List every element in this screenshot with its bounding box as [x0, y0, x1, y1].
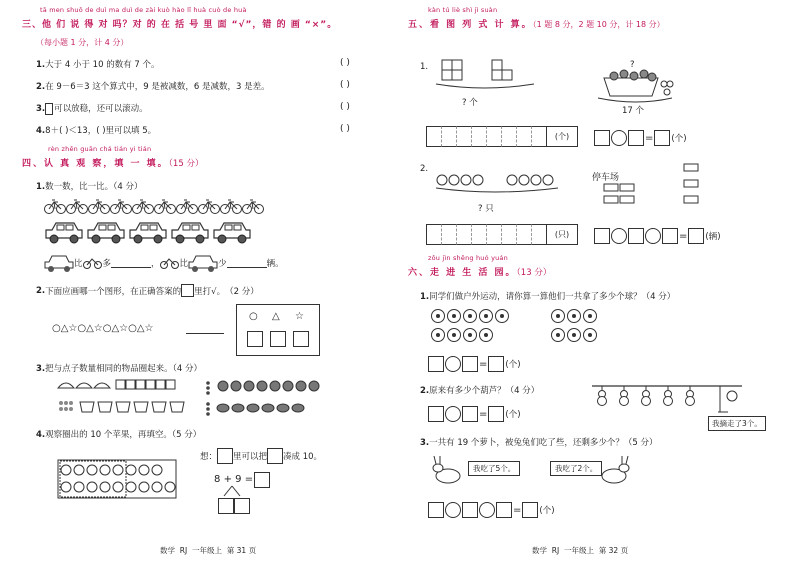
sec4-q1: 1.数一数，比一比。（4 分）	[36, 182, 143, 192]
eq-box[interactable]	[462, 356, 478, 372]
rabbit-right-icon	[594, 456, 634, 486]
eq-result[interactable]	[488, 406, 504, 422]
total-bracket	[596, 98, 676, 106]
eq-result[interactable]	[488, 356, 504, 372]
eq-result[interactable]	[522, 502, 538, 518]
rabbit-left-icon	[428, 456, 468, 486]
eq-operator[interactable]	[645, 228, 661, 244]
right-page	[406, 0, 800, 576]
sec3-item-2: 2.在 9－6＝3 这个算式中，9 是被减数，6 是减数，3 是差。	[36, 82, 270, 92]
sec6-q2: 2.原来有多少个葫芦？（4 分）	[420, 386, 540, 396]
sec5-pinyin: kàn tú liè shì jì suàn	[428, 6, 498, 14]
sec6-q2-equation: = (个)	[428, 406, 521, 422]
sec3-item-4: 4.8＋( )＜13，( )里可以填 5。	[36, 126, 157, 136]
sec3-item-3: 3. 可以放稳，还可以滚动。	[36, 104, 148, 114]
left-page	[0, 0, 394, 576]
answer-options-panel	[236, 304, 320, 356]
eq-operator[interactable]	[445, 502, 461, 518]
eq-box[interactable]	[462, 406, 478, 422]
sec5-q1-left-question: ? 个	[462, 98, 478, 108]
dot-matching-panel	[58, 378, 378, 423]
eq-operator[interactable]	[445, 406, 461, 422]
eq-operator[interactable]	[445, 356, 461, 372]
car-icon	[44, 254, 74, 272]
option-box-3[interactable]	[293, 331, 309, 347]
q2-right-equation: = (辆)	[594, 228, 721, 244]
sec4-q4: 4.观察圈出的 10 个苹果，再填空。（5 分）	[36, 430, 202, 440]
answer-blank[interactable]	[111, 258, 151, 268]
eq-box[interactable]	[628, 130, 644, 146]
speech-bubble-gourd: 我摘走了3个。	[708, 416, 766, 431]
bicycle-icon	[83, 256, 103, 270]
sequence-blank[interactable]	[186, 333, 224, 334]
sec6-q1: 1.同学们做户外运动，请你算一算他们一共拿了多少个球？（4 分）	[420, 292, 676, 302]
cube-stacks-figure	[434, 56, 544, 101]
balls-figure	[430, 308, 610, 348]
eq-operator[interactable]	[611, 228, 627, 244]
apples-panel	[58, 460, 188, 500]
q1-answer-grid[interactable]: (个)	[426, 126, 578, 147]
eq-operator[interactable]	[611, 130, 627, 146]
sec6-pinyin: zǒu jìn shēng huó yuán	[428, 254, 508, 262]
sec4-q4-think: 想： 里可以把 凑成 10。	[200, 448, 322, 464]
eq-box[interactable]	[428, 356, 444, 372]
sec3-answer-1[interactable]: ( )	[340, 58, 350, 68]
footer-right: 数学 RJ 一年级上 第 32 页	[532, 546, 629, 555]
sec5-q2-left-question: ? 只	[478, 204, 494, 214]
split-box-1[interactable]	[218, 498, 234, 514]
cylinder-icon	[45, 103, 53, 115]
parking-label: 停车场	[592, 173, 620, 183]
sec4-pinyin: rèn zhēn guān chá tián yi tián	[48, 145, 152, 153]
option-box-1[interactable]	[247, 331, 263, 347]
circle-option-icon: ○	[249, 311, 258, 322]
speech-bubble-rabbit-1: 我吃了5个。	[468, 461, 520, 476]
eq-box[interactable]	[628, 228, 644, 244]
chicks-figure	[434, 170, 564, 198]
checkbox-icon	[181, 284, 194, 297]
car-row	[44, 220, 284, 248]
eq-box[interactable]	[428, 406, 444, 422]
fruit-basket-figure	[596, 64, 676, 102]
sec3-title: 三、他 们 说 得 对 吗？对 的 在 括 号 里 面 “√”，错 的 画 “×”。	[22, 20, 338, 30]
footer-left: 数学 RJ 一年级上 第 31 页	[160, 546, 257, 555]
answer-blank[interactable]	[227, 258, 267, 268]
sec6-q3: 3.一共有 19 个萝卜，被兔兔们吃了些，还剩多少个？（5 分）	[420, 438, 658, 448]
sec5-header: 五、看 图 列 式 计 算。（1 题 8 分，2 题 10 分，计 18 分）	[408, 20, 665, 30]
split-box-2[interactable]	[234, 498, 250, 514]
sec4-q2: 2. 下面应画哪一个图形，在正确答案的 里打√。 （2 分）	[36, 285, 259, 297]
eq-box[interactable]	[462, 502, 478, 518]
eq-box[interactable]	[594, 130, 610, 146]
think-blank-2[interactable]	[267, 448, 283, 464]
sec6-q3-equation: = (个)	[428, 502, 555, 518]
sec4-q3: 3.把与点子数量相同的物品圈起来。（4 分）	[36, 364, 203, 374]
sec4-header: 四、认 真 观 察，填 一 填。（15 分）	[22, 159, 204, 169]
eq-box[interactable]	[496, 502, 512, 518]
sec3-answer-2[interactable]: ( )	[340, 80, 350, 90]
eq-result[interactable]	[688, 228, 704, 244]
sec5-q2-num: 2.	[420, 164, 429, 174]
eq-box[interactable]	[662, 228, 678, 244]
bicycle-row	[44, 197, 284, 215]
eq-box[interactable]	[428, 502, 444, 518]
parking-lot-figure	[592, 160, 712, 208]
option-box-2[interactable]	[270, 331, 286, 347]
bicycle-icon	[160, 256, 180, 270]
sec3-pinyin: tā men shuō de duì ma duì de zài kuò hào lǐ huà cuò de huà	[40, 6, 247, 14]
sec3-answer-3[interactable]: ( )	[340, 102, 350, 112]
sec3-answer-4[interactable]: ( )	[340, 124, 350, 134]
sec4-q1-compare: 比 多 ， 比 少 辆。	[44, 254, 284, 272]
equation: 8 + 9 =	[214, 474, 254, 485]
gourd-vine-figure	[592, 382, 742, 416]
eq-result[interactable]	[654, 130, 670, 146]
eq-operator[interactable]	[479, 502, 495, 518]
triangle-option-icon: △	[272, 311, 280, 322]
star-option-icon: ☆	[295, 311, 304, 322]
q1-right-equation: = (个)	[594, 130, 687, 146]
sec6-q1-equation: = (个)	[428, 356, 521, 372]
speech-bubble-rabbit-2: 我吃了2个。	[550, 461, 602, 476]
sec6-header: 六、走 进 生 活 园。（13 分）	[408, 268, 552, 278]
q2-answer-grid[interactable]: (只)	[426, 224, 578, 245]
car-icon	[188, 254, 218, 272]
shape-sequence: ○△☆○△☆○△☆○△☆	[52, 323, 154, 334]
sec5-q1-right-question: ?	[630, 60, 635, 70]
sec5-q1-num: 1.	[420, 62, 429, 72]
sec3-points: （每小题 1 分，计 4 分）	[36, 38, 129, 47]
sec3-item-1: 1.大于 4 小于 10 的数有 7 个。	[36, 60, 160, 70]
think-blank-1[interactable]	[217, 448, 233, 464]
eq-box[interactable]	[594, 228, 610, 244]
sec5-q1-total: 17 个	[622, 106, 645, 116]
